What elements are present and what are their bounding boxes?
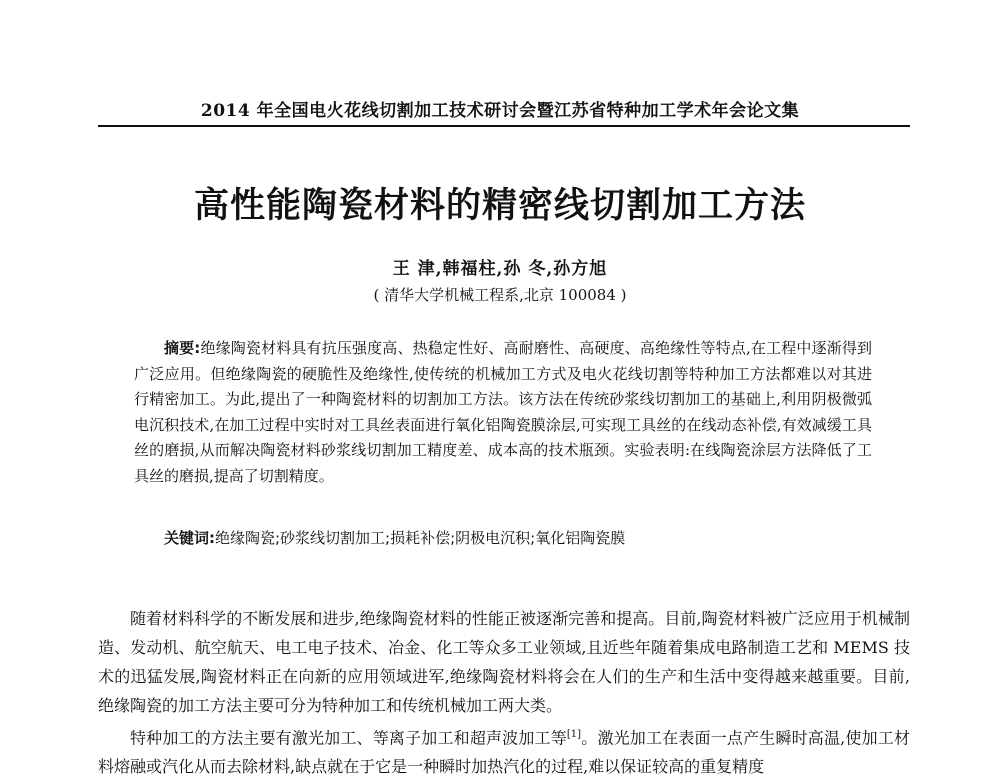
header-rule [98, 125, 910, 127]
abstract [134, 336, 872, 489]
citation-ref: [1] [566, 729, 582, 740]
body-text [98, 604, 910, 781]
keywords [134, 527, 872, 548]
keywords-text: 绝缘陶瓷;砂浆线切割加工;损耗补偿;阴极电沉积;氧化铝陶瓷膜 [215, 529, 626, 547]
abstract-text: 绝缘陶瓷材料具有抗压强度高、热稳定性好、高耐磨性、高硬度、高绝缘性等特点,在工程中逐渐得到广泛应用。但绝缘陶瓷的硬脆性及绝缘性,使传统的机械加工方式及电火花线切割等特种加工方法都难以对其进行精密加工。为此,提出了一种陶瓷材料的切割加工方法。该方法在传统砂浆线切割加工的基础上,利用阴极微弧电沉积技术,在加工过程中实时对工具丝表面进行氧化铝陶瓷膜涂层,可实现工具丝的在线动态补偿,有效减缓工具丝的磨损,从而解决陶瓷材料砂浆线切割加工精度差、成本高的技术瓶颈。实验表明:在线陶瓷涂层方法降低了工具丝的磨损,提高了切割精度。 [134, 339, 872, 485]
running-head: 2014 年全国电火花线切割加工技术研讨会暨江苏省特种加工学术年会论文集 [200, 101, 800, 121]
keywords-label: 关键词: [164, 529, 215, 547]
paragraph-2-part-a: 特种加工的方法主要有激光加工、等离子加工和超声波加工等 [130, 728, 567, 748]
body-paragraph-2 [98, 720, 910, 781]
paper-title: 高性能陶瓷材料的精密线切割加工方法 [193, 186, 806, 226]
authors: 王 津,韩福柱,孙 冬,孙方旭 [392, 259, 608, 279]
abstract-label: 摘要: [164, 339, 201, 357]
paragraph-2-part-b: 。激光加工在表面一点产生瞬时高温,使加工材料熔融或汽化从而去除材料,缺点就在于它是一种瞬时加热汽化的过程,难以保证较高的重复精度 [98, 728, 910, 777]
affiliation: ( 清华大学机械工程系,北京 100084 ) [373, 286, 627, 304]
body-paragraph-1: 随着材料科学的不断发展和进步,绝缘陶瓷材料的性能正被逐渐完善和提高。目前,陶瓷材料被广泛应用于机械制造、发动机、航空航天、电工电子技术、冶金、化工等众多工业领域,且近些年随着集成电路制造工艺和 MEMS 技术的迅猛发展,陶瓷材料正在向新的应用领域进军,绝缘陶瓷材料将会在人们的生产和生活中变得越来越重要。目前,绝缘陶瓷的加工方法主要可分为特种加工和传统机械加工两大类。 [98, 609, 910, 715]
